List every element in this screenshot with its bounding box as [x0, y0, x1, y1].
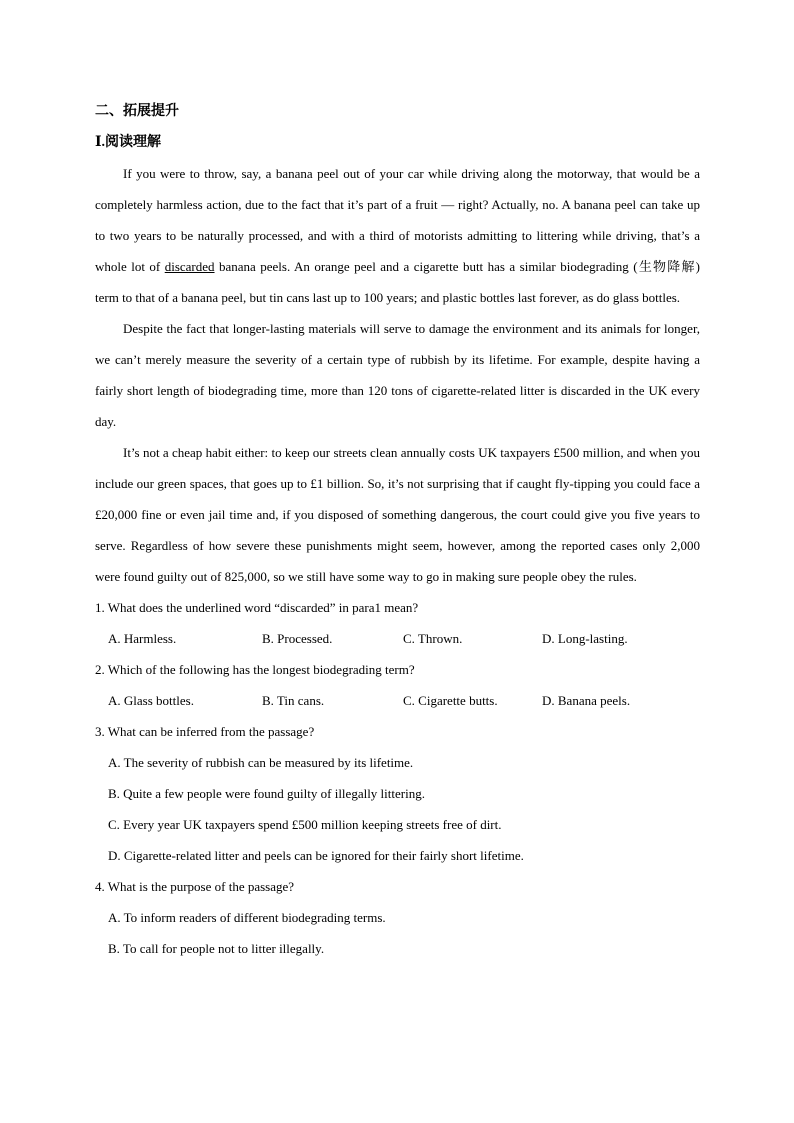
passage-paragraph-2: Despite the fact that longer-lasting materials will serve to damage the environment and its animals for longer, we can’t merely measure the severity of a certain type of rubbish by its lifetime. For example, despite having a fairly short length of biodegrading time, more than 120 tons of cigarette-related litter is discarded in the UK every day.: [95, 321, 700, 429]
option-d: D. Cigarette-related litter and peels can be ignored for their fairly short lifetime.: [108, 848, 524, 863]
option-a: A. The severity of rubbish can be measured by its lifetime.: [108, 755, 414, 770]
section-title: 二、拓展提升: [95, 104, 179, 119]
option-c: C. Every year UK taxpayers spend £500 million keeping streets free of dirt.: [108, 817, 502, 832]
option-a: A. To inform readers of different biodegrading terms.: [108, 910, 386, 925]
option-d: D. Banana peels.: [542, 693, 631, 708]
option-c: C. Thrown.: [403, 631, 463, 646]
question-1-options: [95, 623, 700, 654]
option-a: A. Harmless.: [108, 631, 177, 646]
question-3-stem: 3. What can be inferred from the passage?: [95, 724, 315, 739]
option-b: B. Tin cans.: [262, 693, 325, 708]
underlined-word: discarded: [164, 259, 215, 274]
option-b: B. To call for people not to litter illegally.: [108, 941, 325, 956]
passage-paragraph-3: It’s not a cheap habit either: to keep our streets clean annually costs UK taxpayers £500 million, and when you include our green spaces, that goes up to £1 billion. So, it’s not surprising that if caught fly-tipping you could face a £20,000 fine or even jail time and, if you disposed of something dangerous, the court could give you five years to serve. Regardless of how severe these punishments might seem, however, among the reported cases only 2,000 were found guilty out of 825,000, so we still have some way to go in making sure people obey the rules.: [95, 445, 700, 584]
question-4-stem: 4. What is the purpose of the passage?: [95, 879, 295, 894]
option-b: B. Processed.: [262, 631, 333, 646]
question-2-options: [95, 685, 700, 716]
subsection-title: Ⅰ.阅读理解: [95, 135, 162, 150]
passage-text: If you were to throw, say, a banana peel out of your car while driving along the motorway, that would be a completely harmless action, due to the fact that it’s part of a fruit — right? Actually, no. A banana peel can take up to two years to be naturally processed, and with a third of motorists admitting to littering while driving, that’s a whole lot of: [95, 166, 700, 274]
content-area: [95, 96, 700, 964]
option-a: A. Glass bottles.: [108, 693, 194, 708]
option-b: B. Quite a few people were found guilty of illegally littering.: [108, 786, 425, 801]
option-c: C. Cigarette butts.: [403, 693, 498, 708]
passage-text: banana peels. An orange peel and a cigarette butt has a similar biodegrading (生物降解) term to that of a banana peel, but tin cans last up to 100 years; and plastic bottles last forever, as do glass bottles.: [95, 259, 700, 305]
option-d: D. Long-lasting.: [542, 631, 628, 646]
question-2-stem: 2. Which of the following has the longest biodegrading term?: [95, 662, 415, 677]
question-1-stem: 1. What does the underlined word “discarded” in para1 mean?: [95, 600, 419, 615]
passage-paragraph-1: [95, 158, 700, 313]
